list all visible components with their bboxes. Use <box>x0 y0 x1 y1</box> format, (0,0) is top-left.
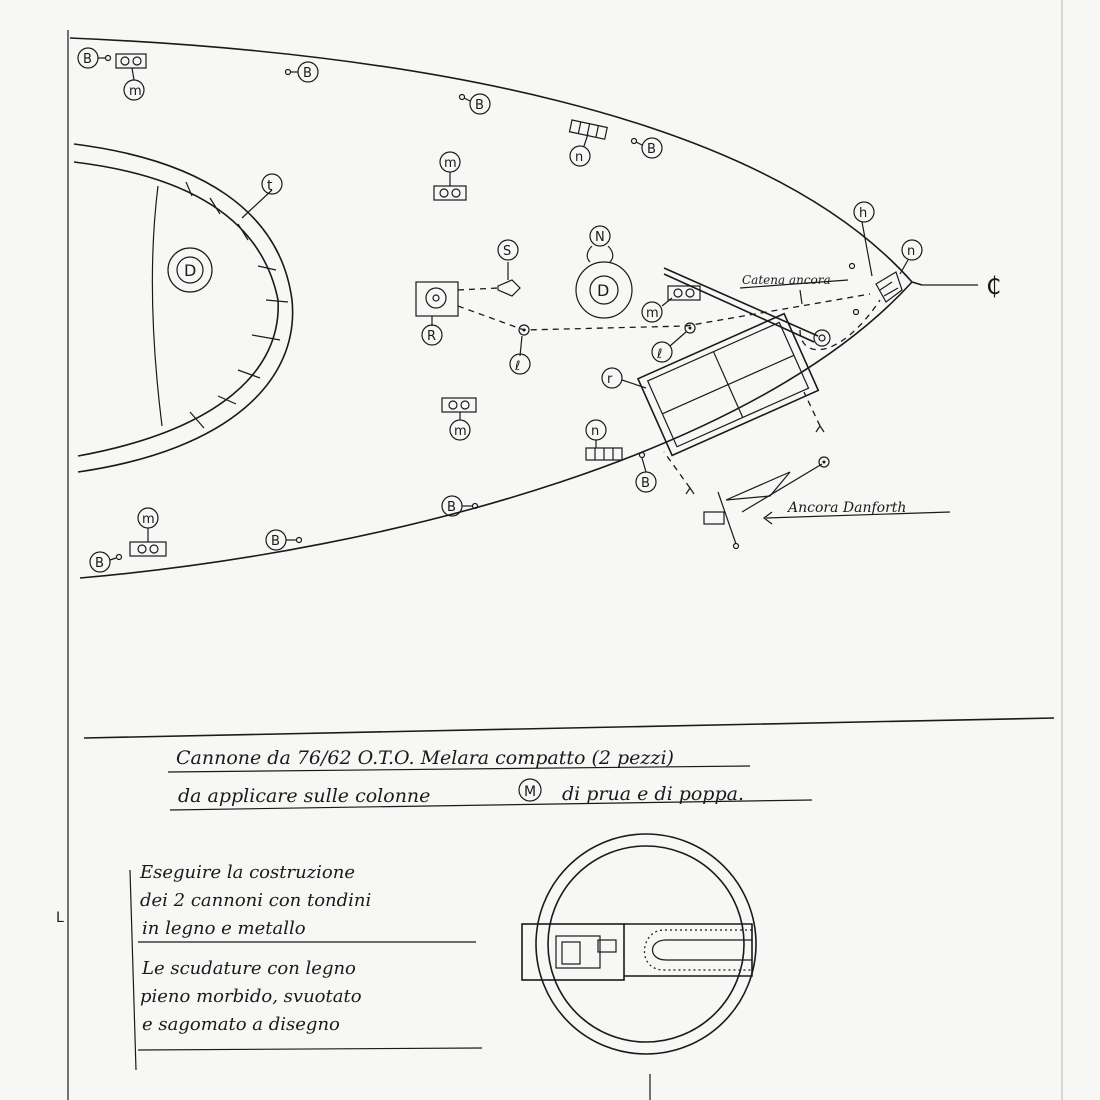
label-h: h <box>859 206 868 221</box>
gun-note <box>168 747 812 810</box>
margin-mark: L <box>56 910 64 926</box>
double-bollard-markers <box>116 54 700 556</box>
label-B-1: B <box>83 52 92 67</box>
label-n-bow: n <box>907 244 916 259</box>
label-S: S <box>503 244 512 259</box>
svg-text:M: M <box>524 784 537 800</box>
svg-text:t: t <box>267 178 273 194</box>
label-m-2: m <box>444 156 457 171</box>
label-B-7: B <box>271 534 280 549</box>
label-m-1: m <box>129 84 142 99</box>
instr-1-line-3: in legno e metallo <box>142 918 306 939</box>
label-B-6: B <box>447 500 456 515</box>
instr-1-line-1: Eseguire la costruzione <box>140 862 355 883</box>
hull-lower-edge <box>80 282 912 578</box>
bow-deck-plan <box>70 38 1001 578</box>
instr-2-line-2: pieno morbido, svuotato <box>140 986 362 1007</box>
callout-anchor-text: Ancora Danforth <box>788 500 907 516</box>
instr-1-line-2: dei 2 cannoni con tondini <box>140 890 372 911</box>
label-r: r <box>607 372 613 387</box>
chain-path-1 <box>458 288 498 290</box>
note-line-1: Cannone da 76/62 O.T.O. Melara compatto (2 pezzi) <box>176 747 674 769</box>
anchor-guide-left <box>664 452 690 488</box>
vent-S <box>498 280 520 296</box>
fitting-R <box>416 282 458 316</box>
label-m-4: m <box>142 512 155 527</box>
superstructure-outer <box>74 144 293 472</box>
label-n-1: n <box>575 150 584 165</box>
label-B-3: B <box>475 98 484 113</box>
label-B-4: B <box>647 142 656 157</box>
label-l-2: ℓ <box>657 347 663 362</box>
label-B-5: B <box>641 476 650 491</box>
label-n-2: n <box>591 424 600 439</box>
centerline-symbol: ₵ <box>986 272 1002 300</box>
label-R: R <box>427 329 437 344</box>
note-line-2b: di prua e di poppa. <box>562 783 744 805</box>
section-divider <box>84 718 1054 738</box>
hatch-r <box>638 314 818 456</box>
svg-text:D: D <box>184 261 197 280</box>
hull-upper-edge <box>70 38 912 282</box>
superstructure-panel-line <box>152 186 162 426</box>
anchor-guide-right <box>804 392 820 426</box>
instr-2-line-1: Le scudature con legno <box>142 958 356 979</box>
instr-2-line-3: e sagomato a disegno <box>142 1014 340 1035</box>
label-l-1: ℓ <box>515 359 521 374</box>
label-B-2: B <box>303 66 312 81</box>
svg-text:D: D <box>597 281 610 300</box>
svg-text:N: N <box>595 230 605 245</box>
gun-turret-plan <box>522 834 756 1100</box>
bollard-markers <box>78 48 662 572</box>
chock-markers <box>570 120 622 460</box>
label-B-8: B <box>95 556 104 571</box>
label-m-3: m <box>454 424 467 439</box>
instructions-box <box>130 862 482 1070</box>
chain-path-2 <box>458 294 870 330</box>
callout-chain-text: Catena ancora <box>742 273 831 287</box>
note-line-2a: da applicare sulle colonne <box>178 785 431 807</box>
superstructure-inner <box>74 162 278 456</box>
label-m-5: m <box>646 306 659 321</box>
